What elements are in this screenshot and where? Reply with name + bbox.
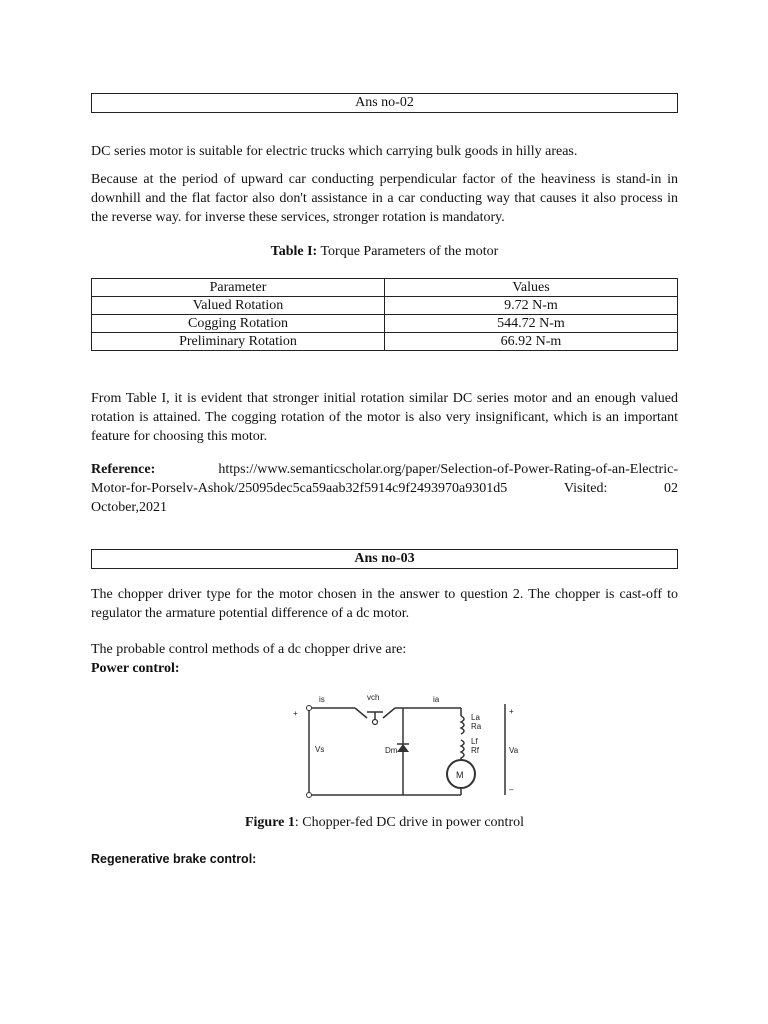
motor-label: M [456, 770, 464, 780]
plus-right-label: + [509, 707, 514, 716]
table-caption [91, 244, 678, 260]
dm-label: Dm [385, 746, 398, 755]
minus-right-label: – [509, 785, 514, 794]
answer-3-heading-box [91, 549, 678, 569]
table-caption-text: Torque Parameters of the motor [317, 244, 499, 259]
ia-label: ia [433, 695, 440, 704]
visited-date: October,2021 [91, 500, 168, 515]
reference-line-2 [91, 479, 678, 498]
diode-icon [397, 744, 409, 752]
table-row [92, 333, 678, 351]
answer-2-heading: Ans no-02 [355, 95, 414, 110]
visited-label: Visited: [563, 481, 608, 496]
lf-label: Lf [471, 737, 478, 746]
table-header-cell: Parameter [92, 279, 385, 297]
table-header-row [92, 279, 678, 297]
ra-label: Ra [471, 722, 482, 731]
regenerative-brake-heading: Regenerative brake control: [91, 852, 257, 866]
va-label: Va [509, 746, 519, 755]
is-label: is [319, 695, 325, 704]
left-bottom-terminal [307, 793, 312, 798]
table-cell: 9.72 N-m [385, 297, 678, 315]
la-label: La [471, 713, 480, 722]
rf-label: Rf [471, 746, 479, 755]
table-row [92, 297, 678, 315]
answer-3-paragraph-1: The chopper driver type for the motor chosen in the answer to question 2. The chopper is cast-off to regulator the armature potential difference of a dc motor. [91, 587, 678, 621]
table-cell: Valued Rotation [92, 297, 385, 315]
reference-label: Reference: [91, 462, 156, 477]
table-cell: 66.92 N-m [385, 333, 678, 351]
figure-caption [91, 815, 678, 831]
reference-block [91, 460, 678, 517]
answer-2-paragraph-2: Because at the period of upward car conducting perpendicular factor of the heaviness is stand-in in downhill and the flat factor also don't assistance in a car conducting way that causes it also process in the reverse way. for inverse these services, stronger rotation is mandatory. [91, 172, 678, 225]
chopper-circuit-diagram [285, 690, 545, 802]
reference-url-part-1[interactable]: https://www.semanticscholar.org/paper/Selection-of-Power-Rating-of-an-Electric- [218, 462, 678, 477]
table-caption-label: Table I: [270, 244, 318, 259]
vch-label: vch [367, 693, 380, 702]
answer-2-paragraph-3: From Table I, it is evident that stronger initial rotation similar DC series motor and an enough valued rotation is attained. The cogging rotation of the motor is also very insignificant, which is an important feature for choosing this motor. [91, 391, 678, 444]
power-control-heading [91, 659, 678, 678]
answer-3-paragraph-2: The probable control methods of a dc chopper drive are: [91, 642, 407, 657]
figure-text: : Chopper-fed DC drive in power control [294, 815, 524, 830]
torque-parameters-table [91, 278, 678, 351]
inductor-coil-icon [461, 716, 464, 762]
reference-url-part-2[interactable]: Motor-for-Porselv-Ashok/25095dec5ca59aab32f5914c9f2493970a9301d5 [91, 481, 508, 496]
power-control-heading-text: Power control: [91, 661, 180, 676]
table-header-cell: Values [385, 279, 678, 297]
vs-label: Vs [315, 745, 325, 754]
table-cell: Cogging Rotation [92, 315, 385, 333]
answer-2-paragraph-1: DC series motor is suitable for electric trucks which carrying bulk goods in hilly areas. [91, 144, 578, 159]
left-top-terminal [307, 706, 312, 711]
plus-left-label: + [293, 709, 298, 718]
table-row [92, 315, 678, 333]
table-cell: Preliminary Rotation [92, 333, 385, 351]
table-cell: 544.72 N-m [385, 315, 678, 333]
visited-day: 02 [663, 481, 678, 496]
answer-2-heading-box [91, 93, 678, 113]
figure-label: Figure 1 [244, 815, 295, 830]
gate-terminal [373, 720, 378, 725]
answer-3-heading: Ans no-03 [354, 551, 415, 566]
reference-line-1 [91, 460, 678, 479]
